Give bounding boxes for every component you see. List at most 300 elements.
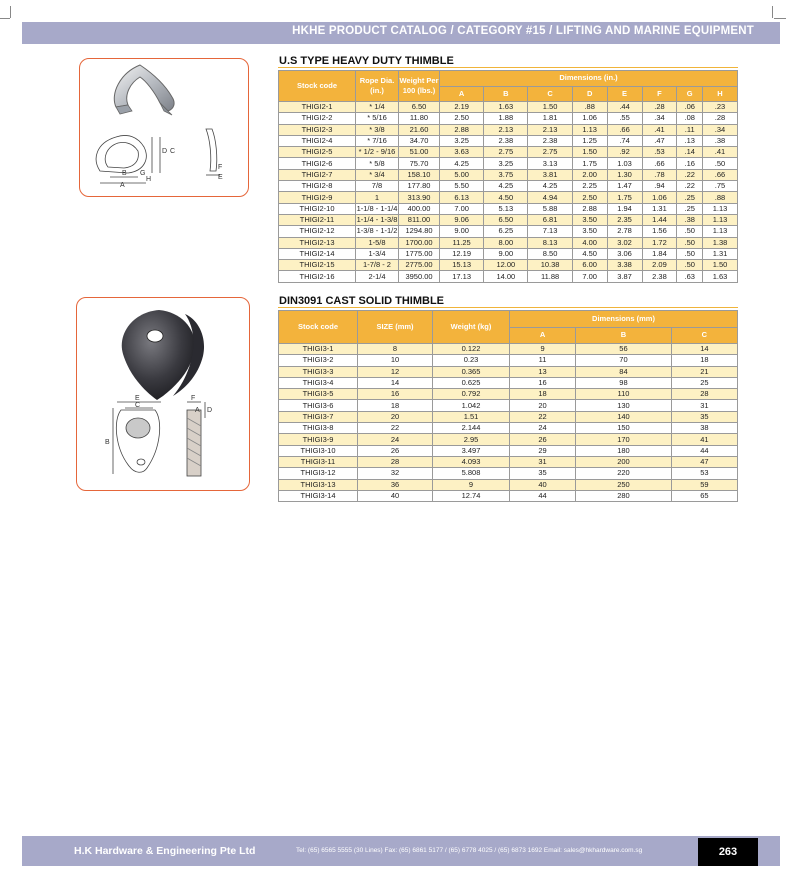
col-header-dim: B [484, 86, 528, 102]
table-cell: .14 [677, 147, 703, 158]
table-cell: 3.06 [607, 248, 642, 259]
table-cell: 35 [510, 468, 576, 479]
catalog-header [22, 22, 780, 44]
table-cell: * 3/4 [356, 169, 399, 180]
stock-code-cell: THIGI3-2 [279, 355, 358, 366]
stock-code-cell: THIGI3-4 [279, 377, 358, 388]
company-name: H.K Hardware & Engineering Pte Ltd [74, 845, 256, 857]
table-cell: .16 [677, 158, 703, 169]
table-row [279, 389, 738, 400]
table-row [279, 113, 738, 124]
table-cell: 1-5/8 [356, 237, 399, 248]
table-cell: .06 [677, 102, 703, 113]
table-cell: 20 [510, 400, 576, 411]
table-cell: 3.25 [440, 135, 484, 146]
table-cell: 140 [576, 411, 672, 422]
table-cell: 25 [671, 377, 737, 388]
col-header-dim: E [607, 86, 642, 102]
table-cell: .66 [642, 158, 677, 169]
contact-info: Tel: (65) 6565 5555 (30 Lines) Fax: (65) 6861 5177 / (65) 6778 4025 / (65) 6873 1692 Email: sales@hkhardware.com.sg [296, 847, 643, 854]
table-row [279, 158, 738, 169]
table-cell: * 7/16 [356, 135, 399, 146]
table-cell: 4.25 [484, 181, 528, 192]
stock-code-cell: THIGI3-9 [279, 434, 358, 445]
table-cell: 9.00 [440, 226, 484, 237]
table-cell: 2.09 [642, 260, 677, 271]
table-cell: 16 [358, 389, 433, 400]
table-cell: 0.365 [433, 366, 510, 377]
diagram-label: G [140, 170, 146, 177]
table-cell: 17.13 [440, 271, 484, 282]
diagram-label: F [218, 164, 223, 171]
thimble-image-box [79, 58, 249, 197]
table-cell: 2.50 [440, 113, 484, 124]
stock-code-cell: THIGI2-16 [279, 271, 356, 282]
table-cell: 2.38 [528, 135, 572, 146]
table-cell: 3.02 [607, 237, 642, 248]
table-cell: 811.00 [399, 214, 440, 225]
table-cell: 1-3/8 - 1-1/2 [356, 226, 398, 236]
table-cell: 1.042 [433, 400, 510, 411]
stock-code-cell: THIGI2-12 [279, 226, 356, 237]
table-cell: .34 [703, 124, 738, 135]
table-cell: .50 [677, 226, 703, 237]
table-cell: 8.13 [528, 237, 572, 248]
table-cell: 4.093 [433, 456, 510, 467]
table-cell: 9 [433, 479, 510, 490]
table-cell: 1.72 [642, 237, 677, 248]
col-header-dim: G [677, 86, 703, 102]
table-row [279, 248, 738, 259]
table-row [279, 102, 738, 113]
col-header-dim: B [576, 327, 672, 344]
table-cell: 3950.00 [399, 271, 440, 282]
table-cell: 7/8 [356, 181, 399, 192]
table-cell: 313.90 [399, 192, 440, 203]
table-row [279, 366, 738, 377]
table-cell: 31 [510, 456, 576, 467]
table-cell: 98 [576, 377, 672, 388]
table-cell: .25 [677, 192, 703, 203]
table-cell: 1.81 [528, 113, 572, 124]
table-cell: 5.00 [440, 169, 484, 180]
table-cell: 2.13 [528, 124, 572, 135]
col-header-dimensions: Dimensions (in.) [440, 71, 738, 87]
stock-code-cell: THIGI2-6 [279, 158, 356, 169]
table-cell: 26 [510, 434, 576, 445]
table-cell: 16 [510, 377, 576, 388]
table-cell: .28 [642, 102, 677, 113]
stock-code-cell: THIGI3-3 [279, 366, 358, 377]
diagram-label: C [135, 402, 141, 409]
table-cell: 1.50 [572, 147, 607, 158]
table-cell: .78 [642, 169, 677, 180]
table-cell: .63 [677, 271, 703, 282]
section1-title: U.S TYPE HEAVY DUTY THIMBLE [279, 55, 454, 67]
stock-code-cell: THIGI2-1 [279, 102, 356, 113]
catalog-footer [22, 836, 780, 866]
diagram-label: A [195, 407, 200, 414]
table-cell: 2.38 [642, 271, 677, 282]
col-header-dim: D [572, 86, 607, 102]
table-cell: .94 [642, 181, 677, 192]
table-cell: 5.50 [440, 181, 484, 192]
table-row [279, 423, 738, 434]
table-cell: 1.63 [703, 271, 738, 282]
table-cell: 8 [358, 344, 433, 355]
table-cell: 24 [510, 423, 576, 434]
table-cell: 1.13 [703, 226, 738, 237]
table-cell: 130 [576, 400, 672, 411]
catalog-title: HKHE PRODUCT CATALOG / CATEGORY #15 / LIFTING AND MARINE EQUIPMENT [292, 25, 754, 37]
table-cell: 1.13 [572, 124, 607, 135]
table-cell: 1.50 [528, 102, 572, 113]
table-cell: 51.00 [399, 147, 440, 158]
table-row [279, 124, 738, 135]
col-header-dim: C [671, 327, 737, 344]
table-cell: 0.792 [433, 389, 510, 400]
stock-code-cell: THIGI3-10 [279, 445, 358, 456]
table-cell: 2.144 [433, 423, 510, 434]
section1-underline [278, 67, 738, 68]
stock-code-cell: THIGI3-7 [279, 411, 358, 422]
col-header-stock-code: Stock code [279, 71, 356, 102]
diagram-label: F [191, 395, 196, 402]
table-cell: 7.13 [528, 226, 572, 237]
table-cell: 2.88 [572, 203, 607, 214]
table-cell: 1.13 [703, 203, 738, 214]
table-cell: 24 [358, 434, 433, 445]
crop-mark [0, 18, 10, 19]
table-cell: 4.50 [572, 248, 607, 259]
table-row [279, 468, 738, 479]
table-cell: 1.47 [607, 181, 642, 192]
diagram-label: B [122, 170, 127, 177]
table-cell: 9 [510, 344, 576, 355]
diagram-label: H [146, 176, 152, 183]
table-cell: .50 [677, 248, 703, 259]
table-cell: 2.35 [607, 214, 642, 225]
table-cell: 1.44 [642, 214, 677, 225]
table-cell: 56 [576, 344, 672, 355]
table-cell: .66 [703, 169, 738, 180]
table-cell: .11 [677, 124, 703, 135]
table-cell: * 5/8 [356, 158, 399, 169]
table-cell: 110 [576, 389, 672, 400]
diagram-label: C [170, 148, 176, 155]
table-cell: 21.60 [399, 124, 440, 135]
table-cell: .88 [703, 192, 738, 203]
table-cell: 9.06 [440, 214, 484, 225]
stock-code-cell: THIGI3-12 [279, 468, 358, 479]
table-cell: 1-1/4 - 1-3/8 [356, 215, 398, 225]
col-header-weight: Weight (kg) [433, 311, 510, 344]
stock-code-cell: THIGI2-5 [279, 147, 356, 158]
crop-mark [10, 6, 11, 18]
table-cell: 6.00 [572, 260, 607, 271]
table-row [279, 169, 738, 180]
table-cell: .22 [677, 181, 703, 192]
table-cell: .22 [677, 169, 703, 180]
table-cell: 6.81 [528, 214, 572, 225]
table-cell: 3.87 [607, 271, 642, 282]
table-cell: 0.122 [433, 344, 510, 355]
table-cell: .38 [703, 135, 738, 146]
diagram-label: D [207, 407, 213, 414]
table-cell: 14.00 [484, 271, 528, 282]
table-cell: 36 [358, 479, 433, 490]
table-cell: 22 [510, 411, 576, 422]
stock-code-cell: THIGI2-8 [279, 181, 356, 192]
col-header-dimensions: Dimensions (mm) [510, 311, 738, 328]
table-cell: 220 [576, 468, 672, 479]
table-cell: 35 [671, 411, 737, 422]
table-cell: 4.25 [528, 181, 572, 192]
table-cell: 29 [510, 445, 576, 456]
table-cell: 3.25 [484, 158, 528, 169]
table-cell: 11.80 [399, 113, 440, 124]
table-cell: * 1/4 [356, 102, 399, 113]
heavy-duty-thimble-illustration [80, 59, 248, 196]
table-cell: 280 [576, 490, 672, 501]
table-cell: 2.88 [440, 124, 484, 135]
table-cell: 26 [358, 445, 433, 456]
table-cell: .13 [677, 135, 703, 146]
col-header-rope-dia: Rope Dia. (in.) [356, 71, 399, 102]
table-cell: 12 [358, 366, 433, 377]
heavy-duty-thimble-table [278, 70, 738, 283]
table-cell: 158.10 [399, 169, 440, 180]
table-cell: 1.31 [642, 203, 677, 214]
table-cell: 1-7/8 - 2 [356, 260, 399, 271]
table-row [279, 355, 738, 366]
table-row [279, 214, 738, 225]
table-cell: .44 [607, 102, 642, 113]
table-cell: .50 [703, 158, 738, 169]
table-cell: 6.50 [399, 102, 440, 113]
table-cell: 0.625 [433, 377, 510, 388]
table-cell: 1.13 [703, 214, 738, 225]
table-cell: 200 [576, 456, 672, 467]
table-body [279, 344, 738, 502]
table-cell: 70 [576, 355, 672, 366]
diagram-label: B [105, 439, 110, 446]
stock-code-cell: THIGI2-10 [279, 203, 356, 214]
table-row [279, 456, 738, 467]
table-cell: 18 [671, 355, 737, 366]
table-cell: 38 [671, 423, 737, 434]
table-cell: 1700.00 [399, 237, 440, 248]
table-cell: 5.88 [528, 203, 572, 214]
stock-code-cell: THIGI3-1 [279, 344, 358, 355]
table-row [279, 135, 738, 146]
cast-thimble-illustration [77, 298, 249, 490]
table-cell: 6.25 [484, 226, 528, 237]
table-cell: 3.13 [528, 158, 572, 169]
section2-title: DIN3091 CAST SOLID THIMBLE [279, 295, 445, 307]
page-number: 263 [698, 838, 758, 866]
table-cell: 11 [510, 355, 576, 366]
table-cell: 2.19 [440, 102, 484, 113]
table-cell: 31 [671, 400, 737, 411]
table-row [279, 192, 738, 203]
diagram-label: E [218, 174, 223, 181]
stock-code-cell: THIGI2-3 [279, 124, 356, 135]
table-cell: 1775.00 [399, 248, 440, 259]
table-cell: 1.84 [642, 248, 677, 259]
table-cell: 5.13 [484, 203, 528, 214]
table-cell: * 1/2 - 9/16 [356, 147, 399, 158]
table-cell: 11.25 [440, 237, 484, 248]
table-cell: 1.75 [607, 192, 642, 203]
table-cell: 28 [671, 389, 737, 400]
table-cell: 20 [358, 411, 433, 422]
table-cell: 3.81 [528, 169, 572, 180]
table-row [279, 479, 738, 490]
table-cell: 59 [671, 479, 737, 490]
stock-code-cell: THIGI2-4 [279, 135, 356, 146]
stock-code-cell: THIGI3-5 [279, 389, 358, 400]
table-cell: 1.63 [484, 102, 528, 113]
table-row [279, 434, 738, 445]
table-cell: 1.31 [703, 248, 738, 259]
table-cell: 1.51 [433, 411, 510, 422]
table-cell: 8.00 [484, 237, 528, 248]
diagram-label: D [162, 148, 168, 155]
table-cell: 11.88 [528, 271, 572, 282]
table-cell: 2-1/4 [356, 271, 399, 282]
table-cell: 400.00 [399, 203, 440, 214]
diagram-label: A [120, 182, 125, 189]
table-row [279, 271, 738, 282]
table-cell: .23 [703, 102, 738, 113]
table-cell: .34 [642, 113, 677, 124]
stock-code-cell: THIGI3-8 [279, 423, 358, 434]
table-cell: 47 [671, 456, 737, 467]
table-cell: 13 [510, 366, 576, 377]
table-cell: 4.50 [484, 192, 528, 203]
table-cell: .74 [607, 135, 642, 146]
table-cell: 1.88 [484, 113, 528, 124]
table-cell: 22 [358, 423, 433, 434]
stock-code-cell: THIGI2-14 [279, 248, 356, 259]
table-cell: 2.13 [484, 124, 528, 135]
col-header-dim: A [510, 327, 576, 344]
table-row [279, 147, 738, 158]
stock-code-cell: THIGI3-14 [279, 490, 358, 501]
table-cell: 1.06 [642, 192, 677, 203]
stock-code-cell: THIGI3-13 [279, 479, 358, 490]
table-cell: 2.95 [433, 434, 510, 445]
table-cell: .88 [572, 102, 607, 113]
col-header-weight: Weight Per 100 (lbs.) [399, 71, 440, 102]
stock-code-cell: THIGI2-2 [279, 113, 356, 124]
stock-code-cell: THIGI2-11 [279, 214, 356, 225]
table-cell: 0.23 [433, 355, 510, 366]
table-cell: 15.13 [440, 260, 484, 271]
table-cell: 12.00 [484, 260, 528, 271]
table-cell: 44 [510, 490, 576, 501]
table-cell: 2.78 [607, 226, 642, 237]
table-cell: 1.50 [703, 260, 738, 271]
table-cell: 180 [576, 445, 672, 456]
table-cell: 9.00 [484, 248, 528, 259]
col-header-stock-code: Stock code [279, 311, 358, 344]
table-row [279, 411, 738, 422]
table-cell: 4.94 [528, 192, 572, 203]
table-cell: 177.80 [399, 181, 440, 192]
table-cell: .47 [642, 135, 677, 146]
section2-underline [278, 307, 738, 308]
table-cell: * 3/8 [356, 124, 399, 135]
table-cell: .38 [677, 214, 703, 225]
table-cell: 34.70 [399, 135, 440, 146]
table-cell: .50 [677, 260, 703, 271]
table-cell: 1.30 [607, 169, 642, 180]
table-cell: .66 [607, 124, 642, 135]
table-row [279, 400, 738, 411]
table-cell: 2.25 [572, 181, 607, 192]
stock-code-cell: THIGI3-6 [279, 400, 358, 411]
table-cell: 21 [671, 366, 737, 377]
table-cell: 18 [358, 400, 433, 411]
cast-thimble-image-box [76, 297, 250, 491]
table-cell: .41 [642, 124, 677, 135]
cast-thimble-table [278, 310, 738, 502]
table-cell: 28 [358, 456, 433, 467]
crop-mark [774, 18, 786, 19]
cast-thimble-drawing [113, 402, 205, 476]
table-cell: 2.75 [528, 147, 572, 158]
table-cell: 1.25 [572, 135, 607, 146]
table-cell: 1 [356, 192, 399, 203]
table-row [279, 226, 738, 237]
table-cell: 7.00 [572, 271, 607, 282]
table-cell: .50 [677, 237, 703, 248]
col-header-size: SIZE (mm) [358, 311, 433, 344]
table-cell: .08 [677, 113, 703, 124]
table-cell: 10.38 [528, 260, 572, 271]
table-cell: 10 [358, 355, 433, 366]
stock-code-cell: THIGI3-11 [279, 456, 358, 467]
table-cell: .92 [607, 147, 642, 158]
table-cell: 1.94 [607, 203, 642, 214]
table-cell: 150 [576, 423, 672, 434]
table-cell: 170 [576, 434, 672, 445]
table-cell: 1.56 [642, 226, 677, 237]
table-row [279, 445, 738, 456]
table-cell: .53 [642, 147, 677, 158]
stock-code-cell: THIGI2-9 [279, 192, 356, 203]
table-cell: 250 [576, 479, 672, 490]
table-cell: 1.06 [572, 113, 607, 124]
table-cell: 40 [510, 479, 576, 490]
table-cell: 3.497 [433, 445, 510, 456]
table-cell: 32 [358, 468, 433, 479]
table-cell: 2.38 [484, 135, 528, 146]
table-cell: 3.38 [607, 260, 642, 271]
table-cell: 2.50 [572, 192, 607, 203]
stock-code-cell: THIGI2-7 [279, 169, 356, 180]
col-header-dim: C [528, 86, 572, 102]
table-cell: 3.63 [440, 147, 484, 158]
table-row [279, 490, 738, 501]
table-cell: .25 [677, 203, 703, 214]
table-cell: 7.00 [440, 203, 484, 214]
crop-mark [772, 6, 773, 18]
table-cell: 6.50 [484, 214, 528, 225]
table-cell: .55 [607, 113, 642, 124]
